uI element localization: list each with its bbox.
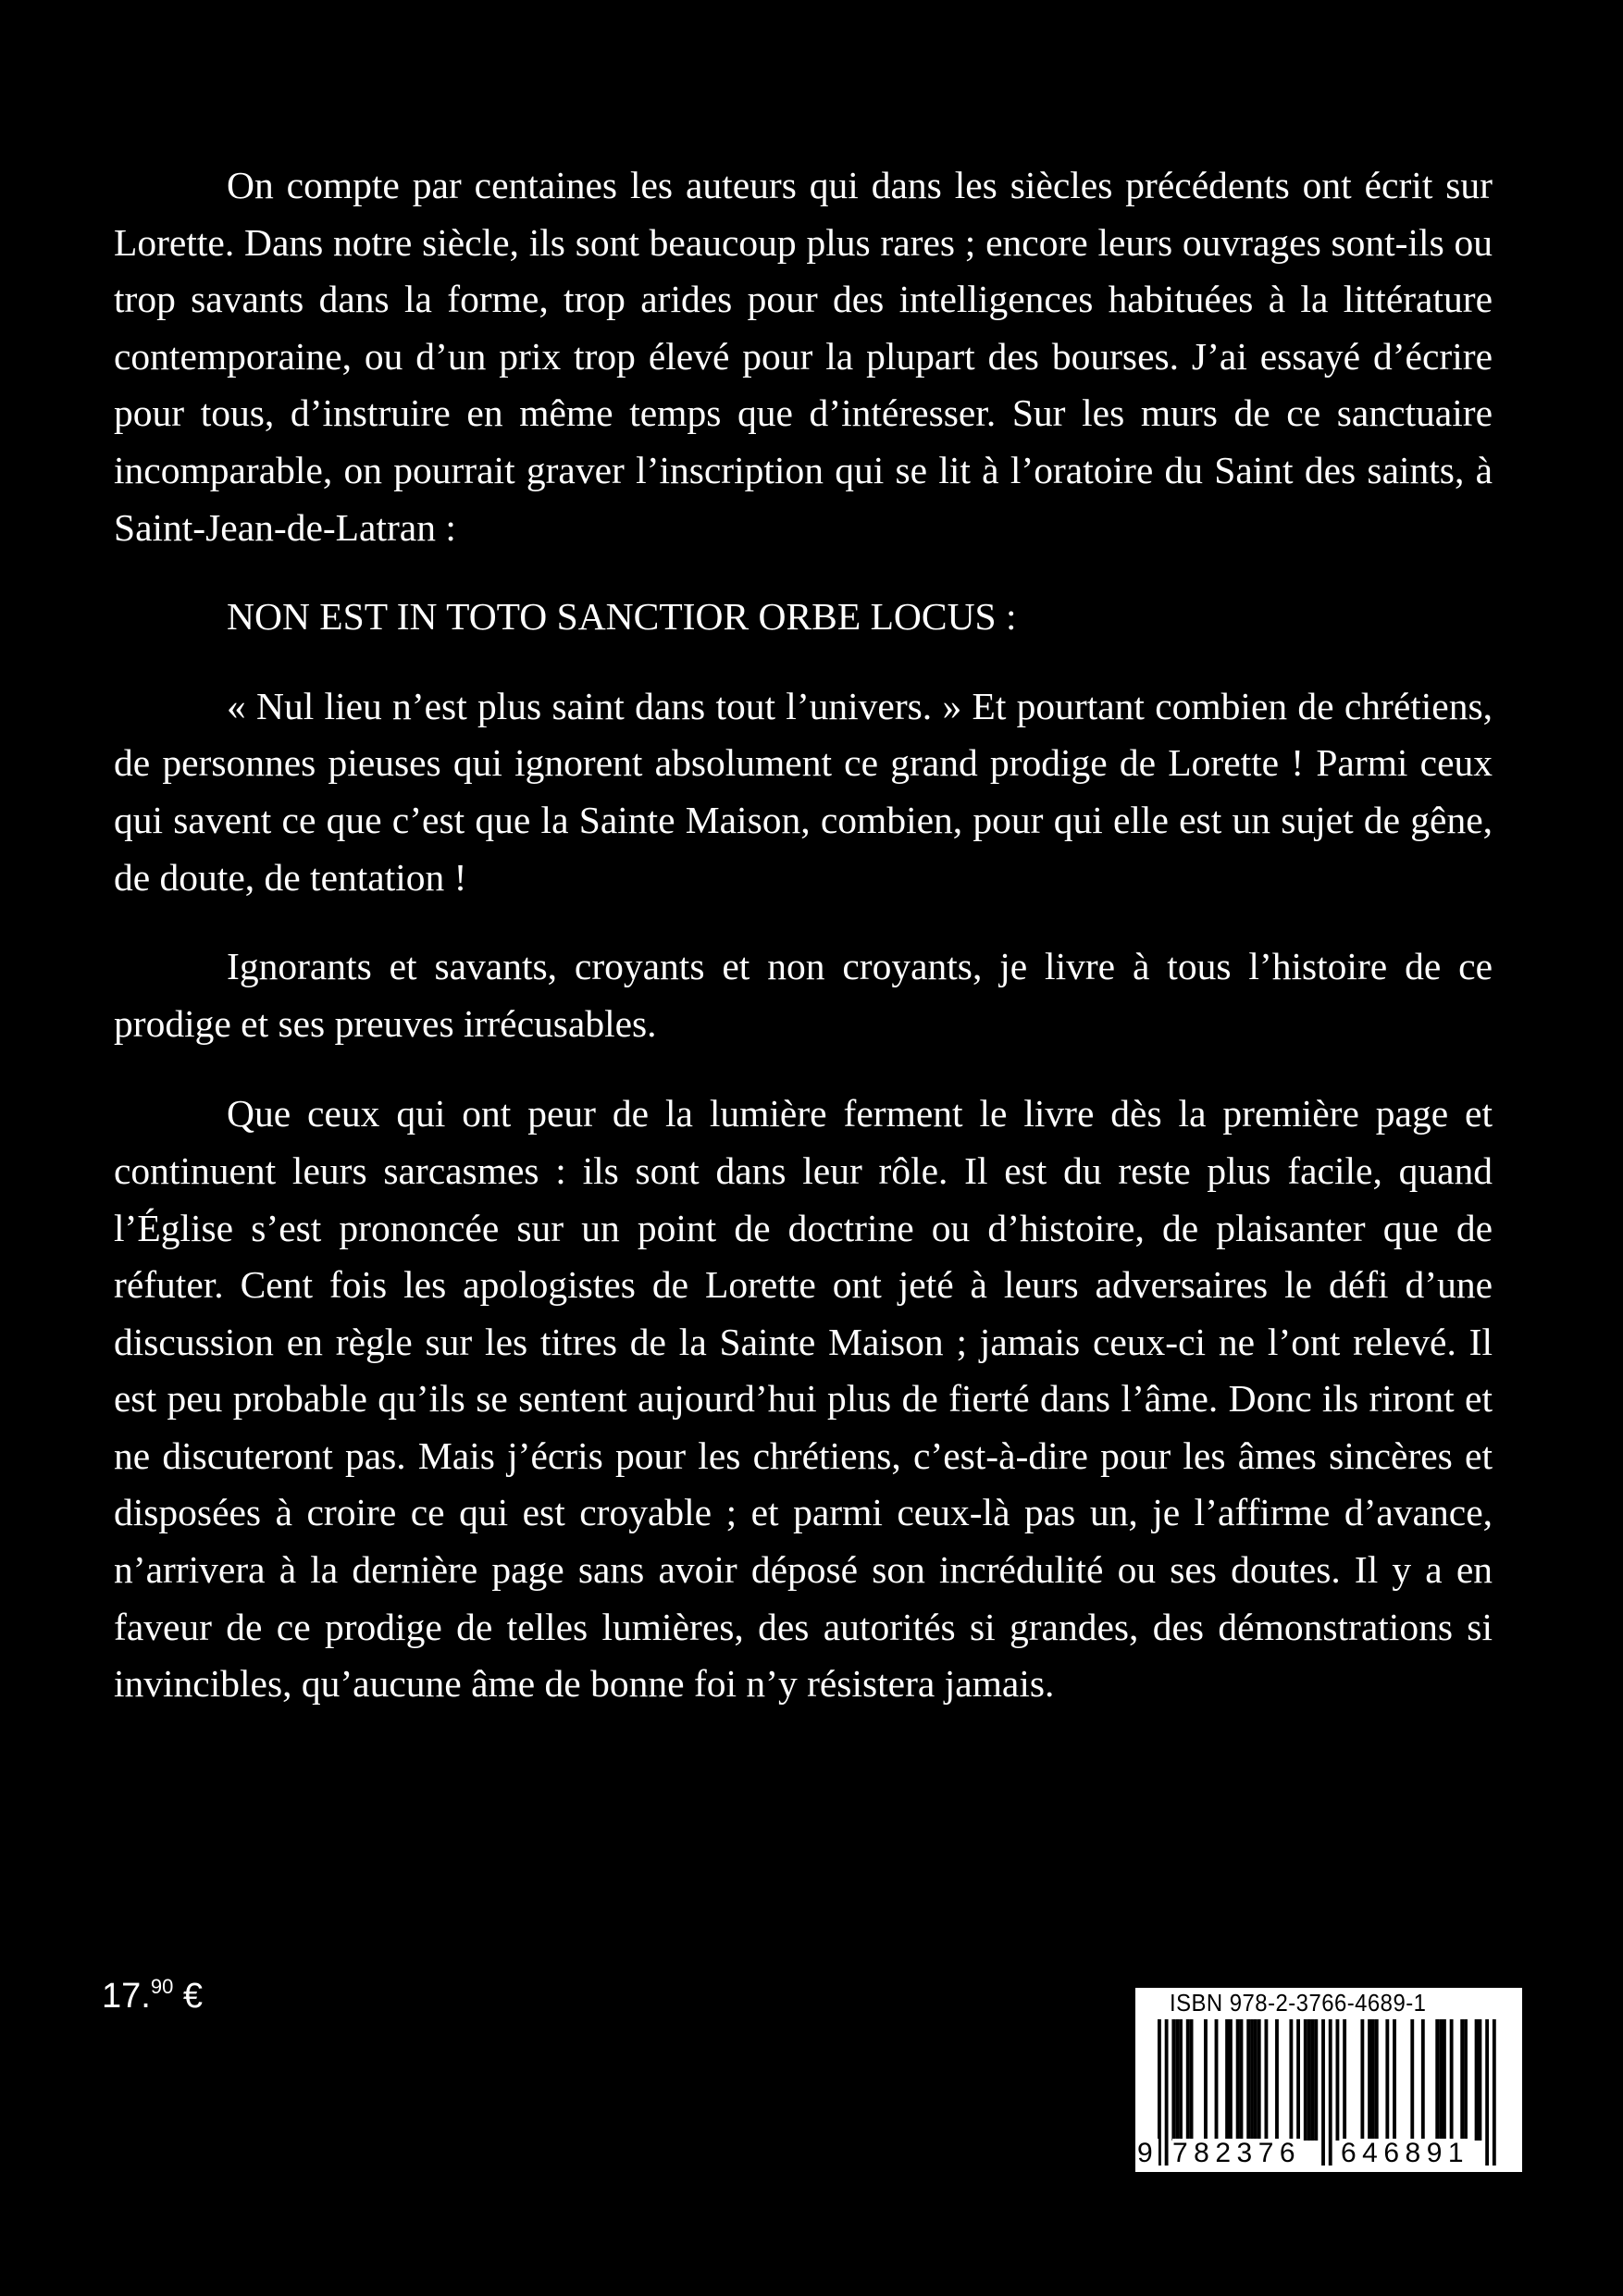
barcode-bar (1479, 2019, 1482, 2141)
barcode-bar (1236, 2019, 1240, 2141)
barcode-bar (1314, 2019, 1318, 2141)
barcode-bar (1375, 2019, 1379, 2141)
barcode-bar (1296, 2019, 1300, 2141)
barcode-bar (1460, 2019, 1464, 2141)
barcode-bar (1225, 2019, 1229, 2141)
barcode-digit-first: 9 (1137, 2138, 1159, 2168)
barcode-bar (1250, 2019, 1254, 2141)
barcode-digits-right: 646891 (1341, 2138, 1470, 2168)
barcode-bar (1179, 2019, 1183, 2141)
barcode-bar (1343, 2019, 1346, 2141)
barcode-bar (1186, 2019, 1190, 2141)
barcode-bar (1450, 2019, 1454, 2141)
price-whole: 17. (102, 1977, 151, 2016)
barcode-bar (1229, 2019, 1233, 2141)
price-currency: € (182, 1977, 204, 2016)
barcode-digits-left: 782376 (1172, 2138, 1302, 2168)
barcode-bar (1385, 2019, 1389, 2141)
barcode-bar (1246, 2019, 1250, 2141)
barcode-bar (1307, 2019, 1311, 2141)
barcode-bar (1254, 2019, 1258, 2141)
barcode-bar (1421, 2019, 1425, 2141)
isbn-label: ISBN 978-2-3766-4689-1 (1170, 1989, 1427, 2017)
paragraph-intro: On compte par centaines les auteurs qui dans les siècles précédents ont écrit sur Lorette. Dans notre siècle, ils sont beaucoup plus rares ; encore leurs ouvrages sont-ils ou trop savants dans la forme, trop arides pour des intelligences habituées à la littérature contemporaine, ou d’un prix trop élevé pour la plupart des bourses. J’ai essayé d’écrire pour tous, d’instruire en même temps que d’intéresser. Sur les murs de ce sanctuaire incomparable, on pourrait graver l’inscription qui se lit à l’oratoire du Saint des saints, à Saint-Jean-de-Latran : (114, 164, 1493, 549)
barcode-bar (1311, 2019, 1315, 2141)
barcode-bar (1368, 2019, 1371, 2141)
barcode-bar (1171, 2019, 1175, 2141)
price-tag (102, 1975, 203, 2017)
barcode-bar (1475, 2019, 1479, 2141)
price-cents: 90 (150, 1975, 174, 1998)
barcode-bar (1204, 2019, 1208, 2141)
barcode-bar (1304, 2019, 1307, 2141)
barcode-bar (1289, 2019, 1293, 2141)
barcode-bar (1215, 2019, 1219, 2141)
barcode-bar (1265, 2019, 1269, 2141)
barcode-digits (1135, 2139, 1522, 2170)
barcode-bar (1439, 2019, 1443, 2141)
paragraph-translation: « Nul lieu n’est plus saint dans tout l’univers. » Et pourtant combien de chrétiens, de personnes pieuses qui ignorent absolument ce grand prodige de Lorette ! Parmi ceux qui savent ce que c’est que la Sainte Maison, combien, pour qui elle est un sujet de gêne, de doute, de tentation ! (114, 684, 1493, 899)
barcode-bar (1190, 2019, 1194, 2141)
barcode-bar (1360, 2019, 1364, 2141)
barcode-bar (1275, 2019, 1279, 2141)
barcode-bar (1393, 2019, 1396, 2141)
barcode-bar (1464, 2019, 1468, 2141)
barcode-bar (1175, 2019, 1179, 2141)
isbn-barcode (1135, 1988, 1522, 2172)
barcode-bar (1371, 2019, 1375, 2141)
barcode-bar (1258, 2019, 1261, 2141)
paragraph-closing: Que ceux qui ont peur de la lumière ferment le livre dès la première page et continuent leurs sarcasmes : ils sont dans leur rôle. Il est du reste plus facile, quand l’Église s’est prononcée sur un point de doctrine ou d’histoire, de plaisanter que de réfuter. Cent fois les apologistes de Lorette ont jeté à leurs adversaires le défi d’une discussion en règle sur les titres de la Sainte Maison ; jamais ceux-ci ne l’ont relevé. Il est peu probable qu’ils se sentent aujourd’hui plus de fierté dans l’âme. Donc ils riront et ne discuteront pas. Mais j’écris pour les chrétiens, c’est-à-dire pour les âmes sincères et disposées à croire ce qui est croyable ; et parmi ceux-là pas un, je l’affirme d’avance, n’arrivera à la dernière page sans avoir déposé son incrédulité ou ses doutes. Il y a en faveur de ce prodige de telles lumières, des autorités si grandes, des démonstrations si invincibles, qu’aucune âme de bonne foi n’y résistera jamais. (114, 1092, 1493, 1706)
back-cover-text (114, 157, 1493, 1713)
barcode-bar (1240, 2019, 1244, 2141)
barcode-bar (1443, 2019, 1446, 2141)
paragraph-readers: Ignorants et savants, croyants et non croyants, je livre à tous l’histoire de ce prodige et ses preuves irrécusables. (114, 945, 1493, 1045)
barcode-bar (1435, 2019, 1439, 2141)
latin-inscription: NON EST IN TOTO SANCTIOR ORBE LOCUS : (227, 595, 1017, 639)
barcode-bar (1410, 2019, 1414, 2141)
barcode-bar (1336, 2019, 1340, 2141)
